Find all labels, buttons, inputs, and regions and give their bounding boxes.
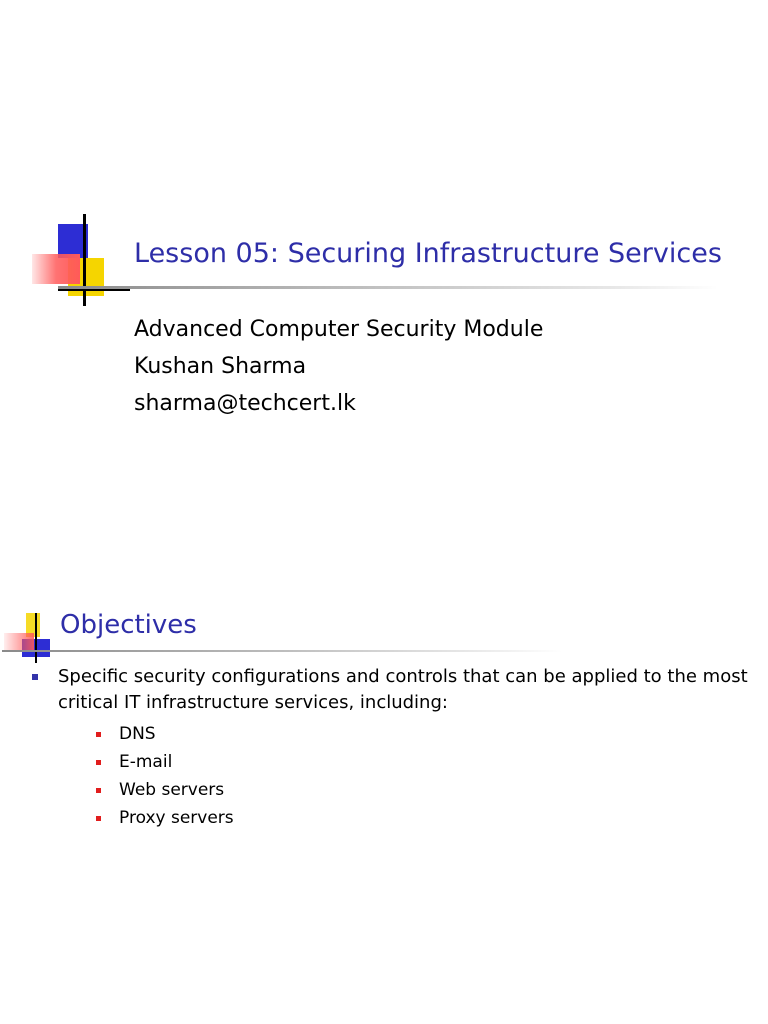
list-item bbox=[58, 804, 750, 832]
squares-logo-icon bbox=[0, 613, 64, 663]
sub-bullet-text: Proxy servers bbox=[119, 808, 234, 828]
author-name: Kushan Sharma bbox=[134, 354, 307, 379]
square-bullet-icon bbox=[96, 732, 101, 737]
square-bullet-icon bbox=[96, 788, 101, 793]
slide-title: Lesson 05: Securing Infrastructure Services bbox=[134, 238, 722, 269]
author-email: sharma@techcert.lk bbox=[134, 391, 356, 416]
slide-title: Objectives bbox=[60, 610, 197, 640]
sub-bullet-list bbox=[58, 720, 750, 832]
list-item bbox=[58, 748, 750, 776]
list-item bbox=[58, 720, 750, 748]
squares-logo-icon bbox=[30, 214, 130, 306]
bullet-list bbox=[30, 664, 750, 832]
square-bullet-icon bbox=[96, 760, 101, 765]
title-underline bbox=[2, 650, 562, 652]
sub-bullet-text: DNS bbox=[119, 724, 156, 744]
list-item bbox=[30, 664, 750, 832]
slide-subtitle bbox=[134, 311, 734, 422]
square-bullet-icon bbox=[96, 816, 101, 821]
square-bullet-icon bbox=[32, 674, 38, 680]
bullet-text: Specific security configurations and controls that can be applied to the most critical IT infrastructure services, including: bbox=[58, 666, 748, 713]
title-underline bbox=[58, 286, 718, 289]
sub-bullet-text: Web servers bbox=[119, 780, 225, 800]
sub-bullet-text: E-mail bbox=[119, 752, 173, 772]
module-name: Advanced Computer Security Module bbox=[134, 317, 544, 342]
list-item bbox=[58, 776, 750, 804]
